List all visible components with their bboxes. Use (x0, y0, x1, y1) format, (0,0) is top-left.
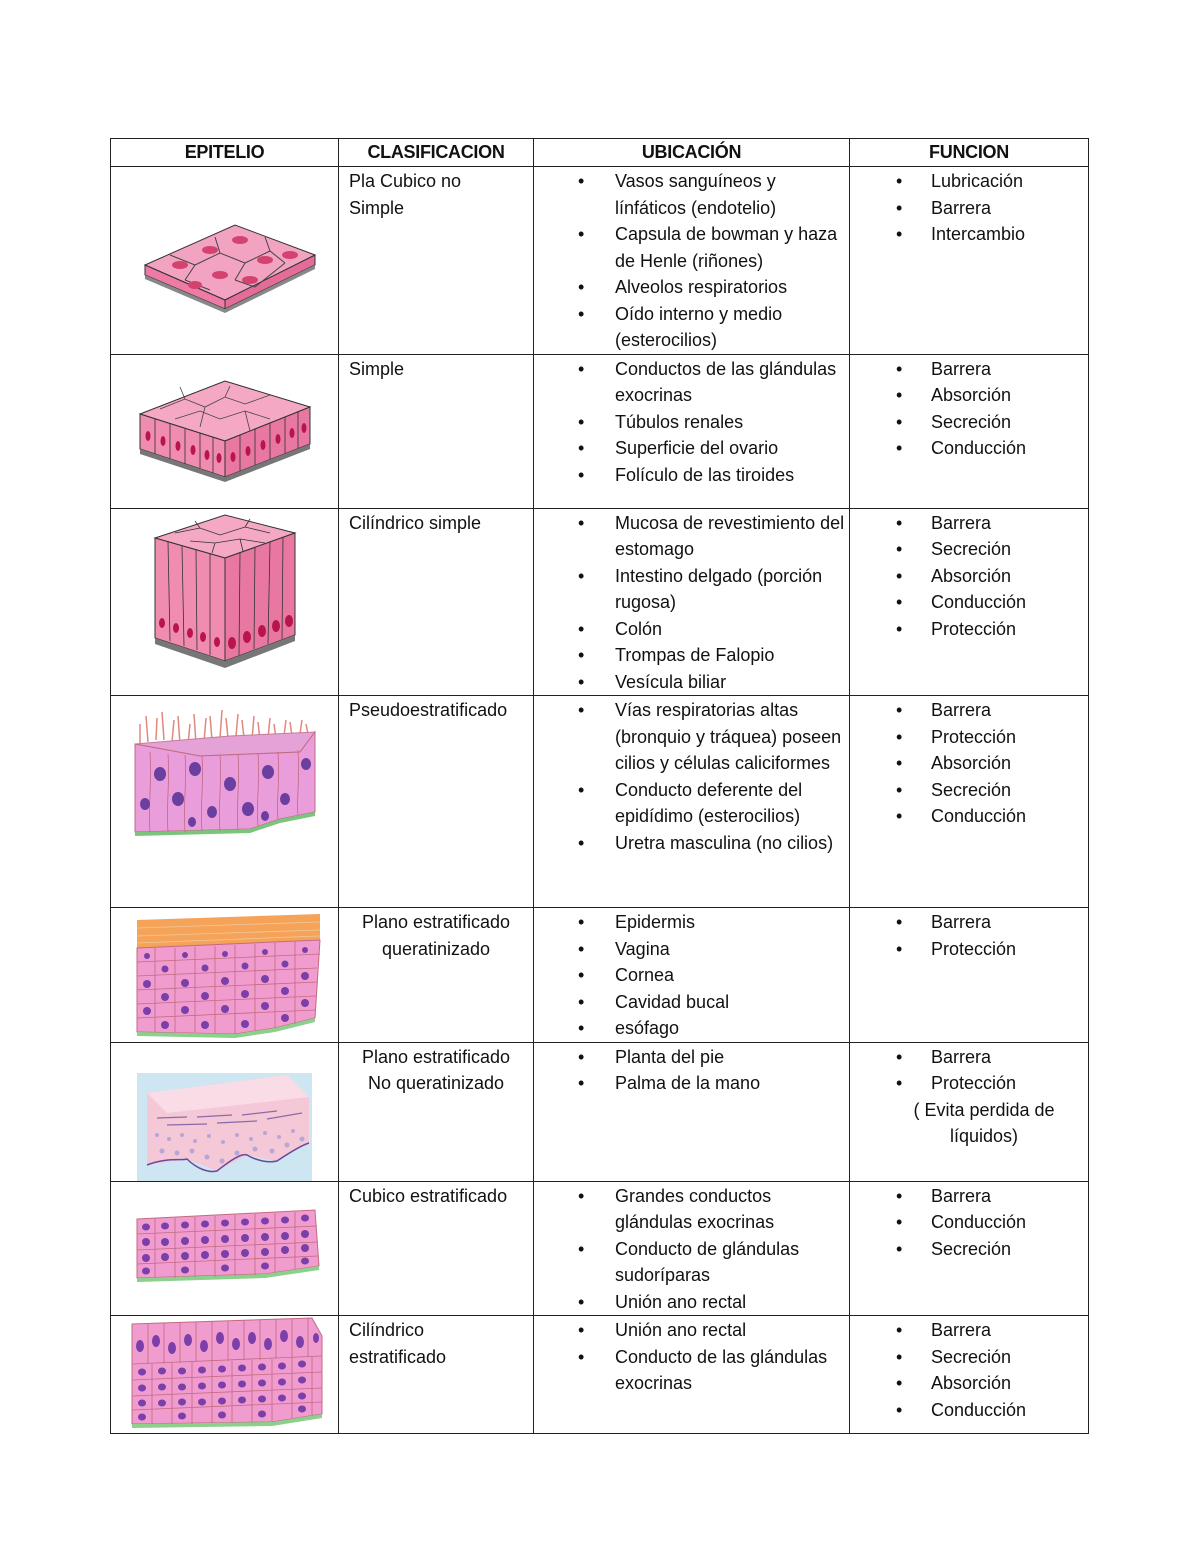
ubicacion-cell (534, 908, 850, 1043)
clasificacion-text: Cilíndrico (349, 1320, 425, 1340)
funcion-item: • Protección (850, 1070, 1084, 1097)
funcion-item: • Lubricación (850, 168, 1084, 195)
illustration-cell (111, 1316, 339, 1434)
funcion-item: • Barrera (850, 1183, 1084, 1210)
ubicacion-cell (534, 354, 850, 508)
funcion-item: • Conducción (850, 803, 1084, 830)
ubicacion-item: • Unión ano rectal (534, 1317, 845, 1344)
funcion-item: • Secreción (850, 409, 1084, 436)
ubicacion-cell (534, 1316, 850, 1434)
ubicacion-item: • Conducto de las glándulas exocrinas (534, 1344, 845, 1397)
stratified-columnar-illustration (122, 1316, 327, 1432)
funcion-cell (850, 696, 1089, 908)
funcion-item: • Barrera (850, 1044, 1084, 1071)
clasificacion-cell (339, 508, 534, 696)
funcion-item: • Secreción (850, 1344, 1084, 1371)
clasificacion-text: Plano estratificado (361, 1046, 511, 1067)
funcion-item: • Secreción (850, 1236, 1084, 1263)
ubicacion-item: • Alveolos respiratorios (534, 274, 845, 301)
keratinized-stratified-illustration (125, 910, 325, 1038)
funcion-item: • Protección (850, 724, 1084, 751)
clasificacion-cell (339, 354, 534, 508)
funcion-item: • Conducción (850, 435, 1084, 462)
ubicacion-item: • Unión ano rectal (534, 1289, 845, 1316)
ubicacion-item: • Vías respiratorias altas (bronquio y tráquea) poseen cilios y células caliciformes (534, 697, 845, 777)
funcion-cell (850, 908, 1089, 1043)
ubicacion-cell (534, 508, 850, 696)
funcion-item: • Secreción (850, 777, 1084, 804)
funcion-cell (850, 1316, 1089, 1434)
illustration-cell (111, 354, 339, 508)
clasificacion-cell (339, 1316, 534, 1434)
table-row (111, 508, 1089, 696)
table-row (111, 354, 1089, 508)
funcion-item: • Conducción (850, 589, 1084, 616)
table-row (111, 696, 1089, 908)
table-row (111, 1181, 1089, 1316)
funcion-note: ( Evita perdida de líquidos) (913, 1099, 1055, 1146)
ubicacion-item: • Vagina (534, 936, 845, 963)
funcion-cell (850, 508, 1089, 696)
funcion-item: • Barrera (850, 195, 1084, 222)
clasificacion-text: Cubico estratificado (349, 1185, 508, 1206)
funcion-cell (850, 1181, 1089, 1316)
clasificacion-text: Simple (349, 358, 405, 379)
illustration-cell (111, 908, 339, 1043)
ubicacion-item: • Cornea (534, 962, 845, 989)
table-row (111, 167, 1089, 355)
ubicacion-item: • Folículo de las tiroides (534, 462, 845, 489)
ubicacion-item: • Oído interno y medio (esterocilios) (534, 301, 845, 354)
ubicacion-item: • Grandes conductos glándulas exocrinas (534, 1183, 845, 1236)
clasificacion-text: Simple (349, 197, 405, 218)
funcion-item: • Intercambio (850, 221, 1084, 248)
ubicacion-item: • Conducto de glándulas sudoríparas (534, 1236, 845, 1289)
ubicacion-item: • Uretra masculina (no cilios) (534, 830, 845, 857)
clasificacion-text: queratinizado (381, 938, 491, 959)
funcion-item: • Barrera (850, 1317, 1084, 1344)
ubicacion-cell (534, 1042, 850, 1181)
ubicacion-item: • Cavidad bucal (534, 989, 845, 1016)
clasificacion-cell (339, 167, 534, 355)
table-row (111, 908, 1089, 1043)
columnar-simple-illustration (140, 513, 310, 678)
clasificacion-cell (339, 696, 534, 908)
ubicacion-item: • Capsula de bowman y haza de Henle (riñones) (534, 221, 845, 274)
funcion-item: • Absorción (850, 563, 1084, 590)
funcion-item: • Secreción (850, 536, 1084, 563)
clasificacion-text: No queratinizado (367, 1073, 505, 1093)
illustration-cell (111, 508, 339, 696)
ubicacion-item: • Trompas de Falopio (534, 642, 845, 669)
illustration-cell (111, 1042, 339, 1181)
funcion-cell (850, 354, 1089, 508)
ubicacion-cell (534, 1181, 850, 1316)
stratified-cuboidal-illustration (125, 1204, 325, 1286)
cuboidal-simple-illustration (130, 369, 320, 489)
clasificacion-text: Pla Cubico no (349, 171, 462, 191)
illustration-cell (111, 696, 339, 908)
ubicacion-item: • esófago (534, 1015, 845, 1042)
ubicacion-cell (534, 696, 850, 908)
ubicacion-item: • Túbulos renales (534, 409, 845, 436)
epithelium-table (110, 138, 1089, 1434)
ubicacion-item: • Planta del pie (534, 1044, 845, 1071)
funcion-item: • Absorción (850, 382, 1084, 409)
funcion-item: • Absorción (850, 750, 1084, 777)
funcion-item: • Conducción (850, 1397, 1084, 1424)
table-row (111, 1316, 1089, 1434)
funcion-cell (850, 167, 1089, 355)
ubicacion-item: • Superficie del ovario (534, 435, 845, 462)
illustration-cell (111, 167, 339, 355)
clasificacion-cell (339, 1042, 534, 1181)
illustration-cell (111, 1181, 339, 1316)
funcion-item: • Absorción (850, 1370, 1084, 1397)
nonkeratinized-stratified-illustration (137, 1073, 312, 1181)
header-funcion: FUNCION (850, 139, 1089, 167)
header-clasificacion: CLASIFICACION (339, 139, 534, 167)
ubicacion-item: • Vasos sanguíneos y línfáticos (endotelio) (534, 168, 845, 221)
funcion-cell (850, 1042, 1089, 1181)
ubicacion-item: • Palma de la mano (534, 1070, 845, 1097)
header-epitelio: EPITELIO (111, 139, 339, 167)
clasificacion-text: Plano estratificado (361, 912, 511, 932)
ubicacion-item: • Conducto deferente del epidídimo (esterocilios) (534, 777, 845, 830)
header-ubicacion: UBICACIÓN (534, 139, 850, 167)
ubicacion-item: • Conductos de las glándulas exocrinas (534, 356, 845, 409)
funcion-item: • Protección (850, 936, 1084, 963)
ubicacion-cell (534, 167, 850, 355)
funcion-item: • Protección (850, 616, 1084, 643)
pseudostratified-illustration (130, 704, 320, 849)
funcion-item: • Barrera (850, 356, 1084, 383)
funcion-item: • Barrera (850, 909, 1084, 936)
ubicacion-item: • Mucosa de revestimiento del estomago (534, 510, 845, 563)
clasificacion-cell (339, 1181, 534, 1316)
ubicacion-item: • Colón (534, 616, 845, 643)
ubicacion-item: • Intestino delgado (porción rugosa) (534, 563, 845, 616)
clasificacion-cell (339, 908, 534, 1043)
ubicacion-item: • Epidermis (534, 909, 845, 936)
squamous-simple-illustration (125, 205, 325, 325)
clasificacion-text: Pseudoestratificado (349, 700, 508, 720)
funcion-item: • Conducción (850, 1209, 1084, 1236)
header-row (111, 139, 1089, 167)
funcion-item: • Barrera (850, 697, 1084, 724)
ubicacion-item: • Vesícula biliar (534, 669, 845, 696)
table-row (111, 1042, 1089, 1181)
clasificacion-text: estratificado (349, 1346, 447, 1367)
clasificacion-text: Cilíndrico simple (349, 512, 482, 533)
funcion-item: • Barrera (850, 510, 1084, 537)
